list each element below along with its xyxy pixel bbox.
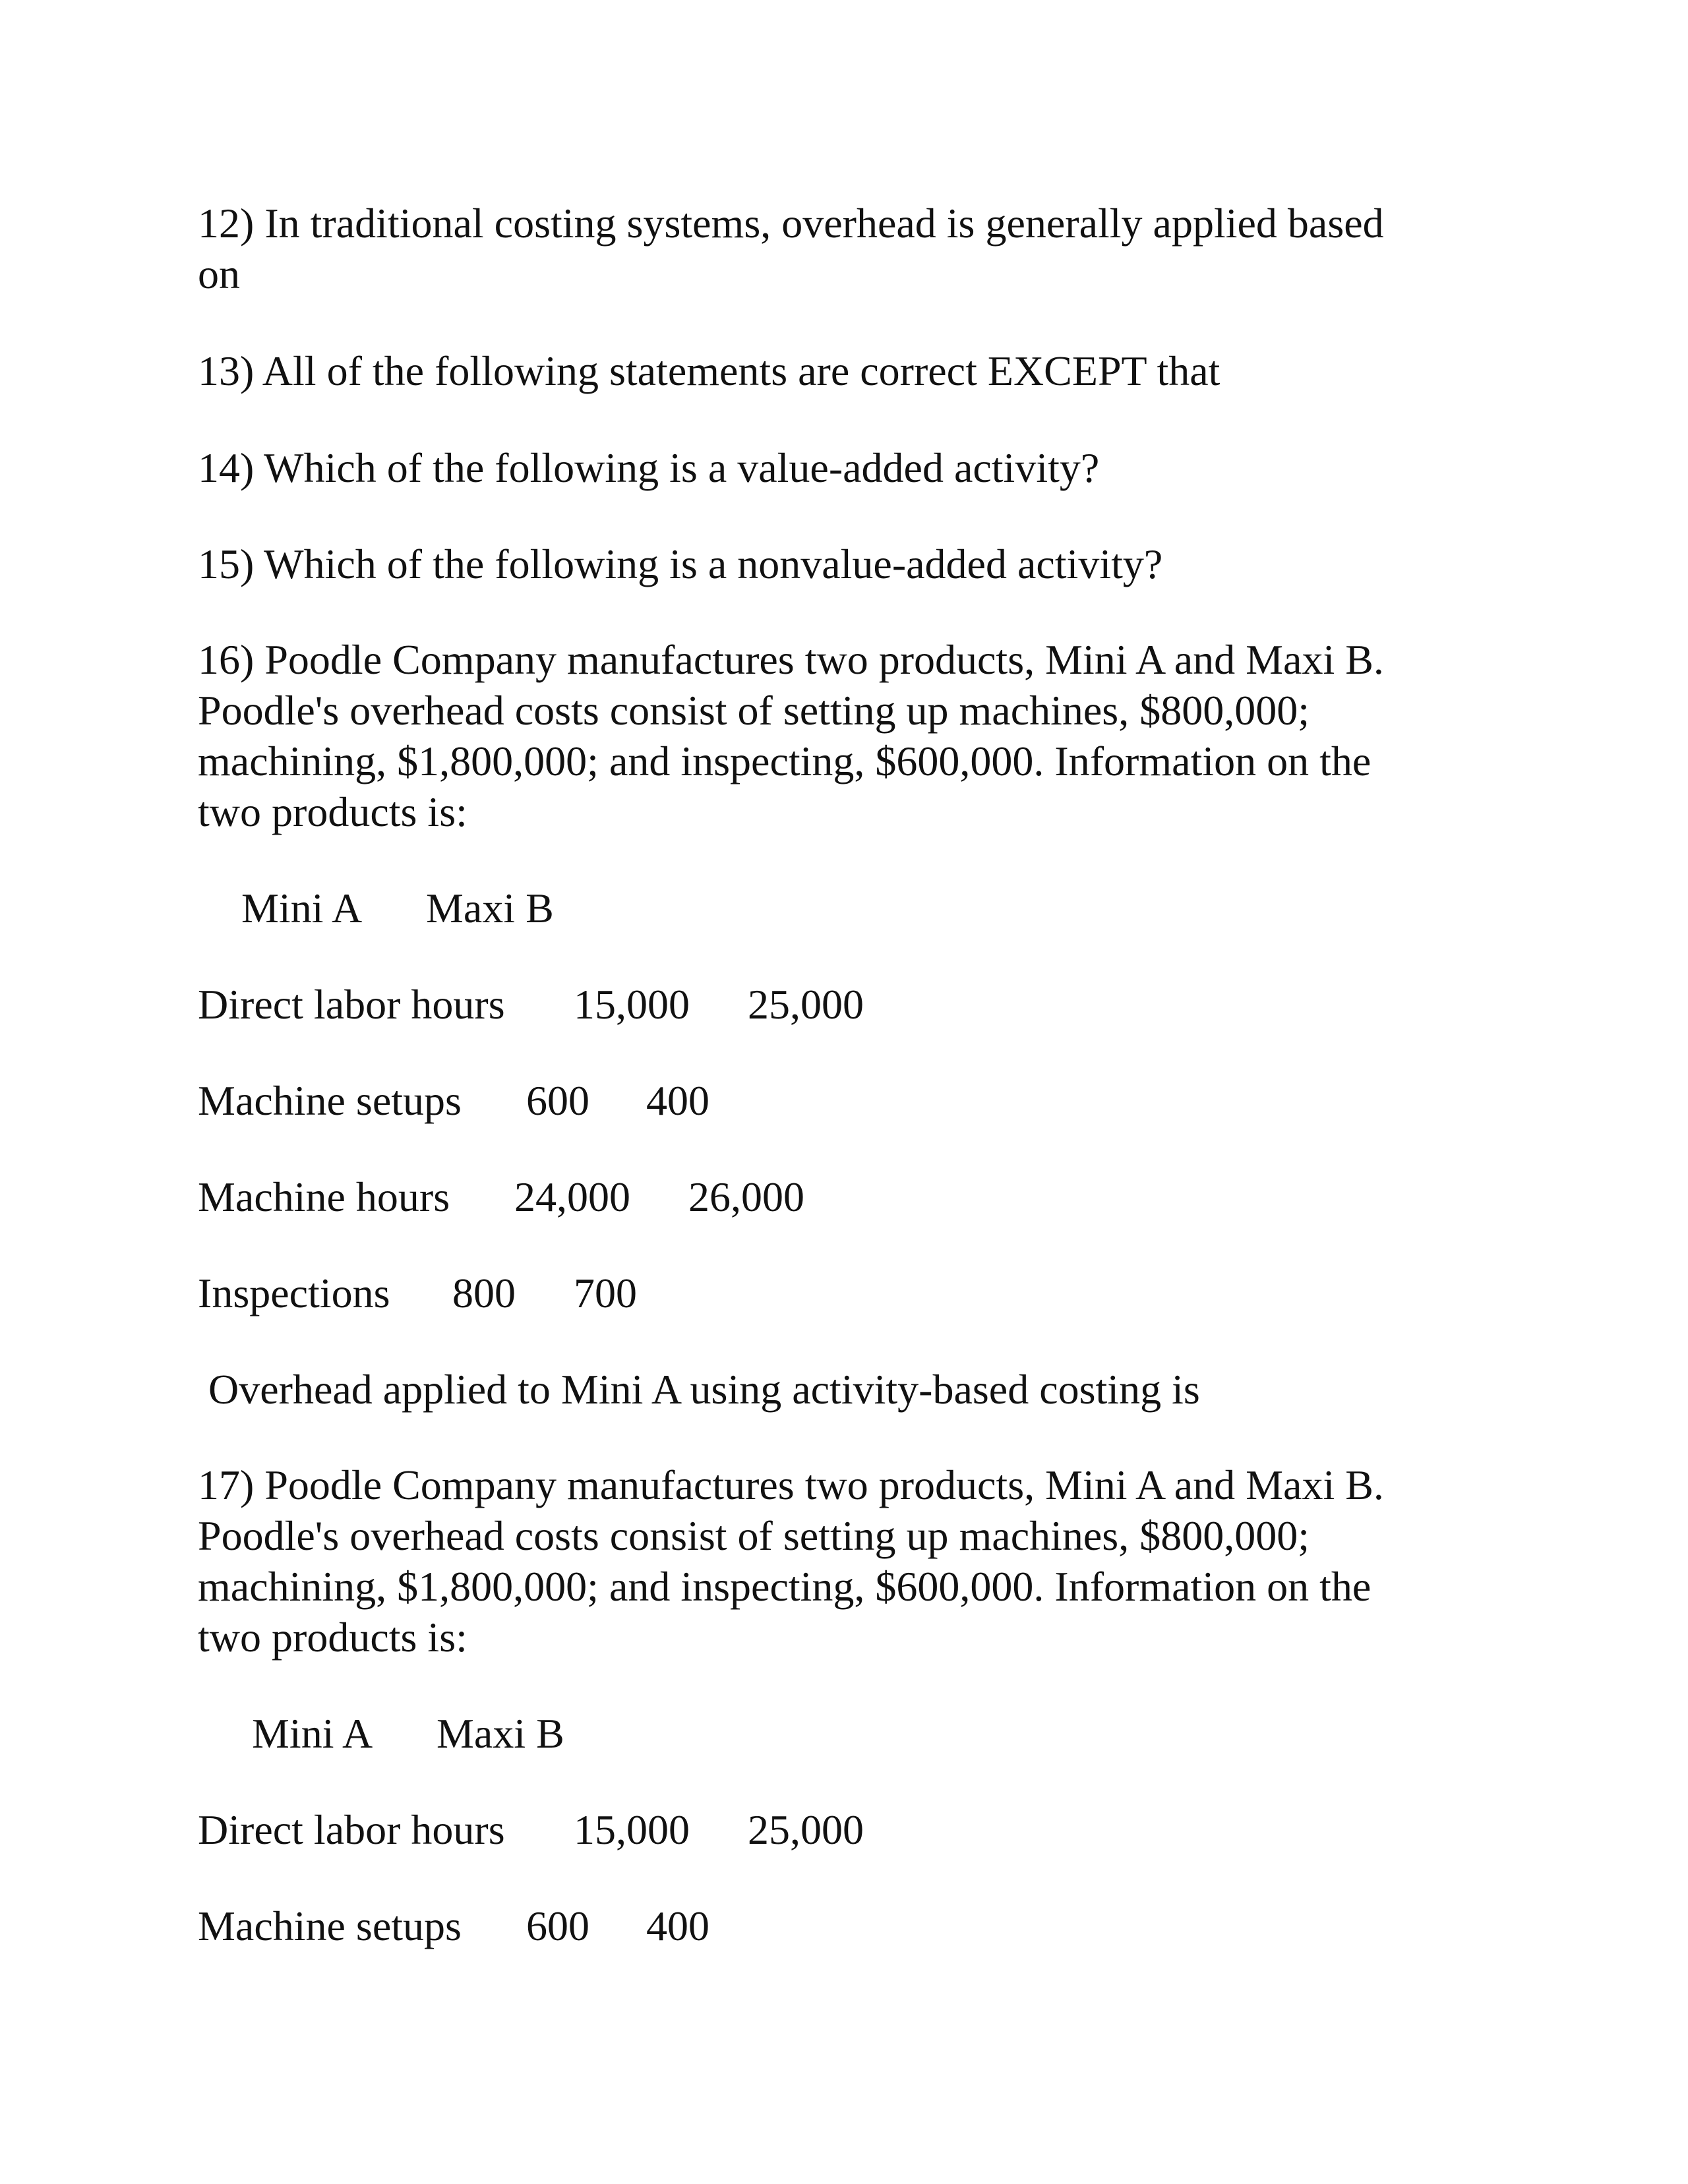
q16-row-4-maxi-b: 700 [574,1270,637,1316]
question-12-line-1: 12) In traditional costing systems, overhead is generally applied based [198,200,1384,247]
question-13: 13) All of the following statements are correct EXCEPT that [198,347,1221,394]
question-17-line-4: two products is: [198,1614,467,1661]
question-17-line-1: 17) Poodle Company manufactures two products, Mini A and Maxi B. [198,1461,1384,1508]
q16-header-maxi-b: Maxi B [426,885,554,931]
q16-row-1-label: Direct labor hours [198,981,505,1028]
question-17-line-3: machining, $1,800,000; and inspecting, $600,000. Information on the [198,1563,1372,1610]
question-16-line-4: two products is: [198,788,467,835]
q16-row-2-maxi-b: 400 [646,1077,709,1124]
q17-header-maxi-b: Maxi B [437,1710,564,1757]
q16-row-1-mini-a: 15,000 [574,981,690,1028]
q16-row-1-maxi-b: 25,000 [748,981,864,1028]
q16-row-2-label: Machine setups [198,1077,462,1124]
q16-row-3-mini-a: 24,000 [514,1173,630,1220]
q16-header-mini-a: Mini A [241,885,363,931]
question-16 [198,634,1490,837]
question-17-line-2: Poodle's overhead costs consist of setting up machines, $800,000; [198,1512,1310,1559]
q17-row-1-mini-a: 15,000 [574,1806,690,1853]
question-12-line-2: on [198,251,240,297]
q16-row-3-maxi-b: 26,000 [688,1173,804,1220]
question-17 [198,1460,1490,1663]
q16-row-3-label: Machine hours [198,1173,450,1220]
q17-row-2-label: Machine setups [198,1903,462,1949]
question-16-prompt: Overhead applied to Mini A using activity-based costing is [208,1366,1200,1413]
question-15: 15) Which of the following is a nonvalue-added activity? [198,541,1163,587]
q16-row-2-mini-a: 600 [526,1077,589,1124]
q16-row-4-label: Inspections [198,1270,390,1316]
q17-row-1-maxi-b: 25,000 [748,1806,864,1853]
q17-header-mini-a: Mini A [252,1710,373,1757]
question-16-line-1: 16) Poodle Company manufactures two products, Mini A and Maxi B. [198,636,1384,683]
question-12 [198,198,1490,299]
q17-row-2-maxi-b: 400 [646,1903,709,1949]
question-16-line-3: machining, $1,800,000; and inspecting, $600,000. Information on the [198,738,1372,784]
q16-row-4-mini-a: 800 [452,1270,516,1316]
q17-row-1-label: Direct labor hours [198,1806,505,1853]
question-14: 14) Which of the following is a value-added activity? [198,444,1100,491]
question-16-line-2: Poodle's overhead costs consist of setting up machines, $800,000; [198,687,1310,734]
q17-row-2-mini-a: 600 [526,1903,589,1949]
